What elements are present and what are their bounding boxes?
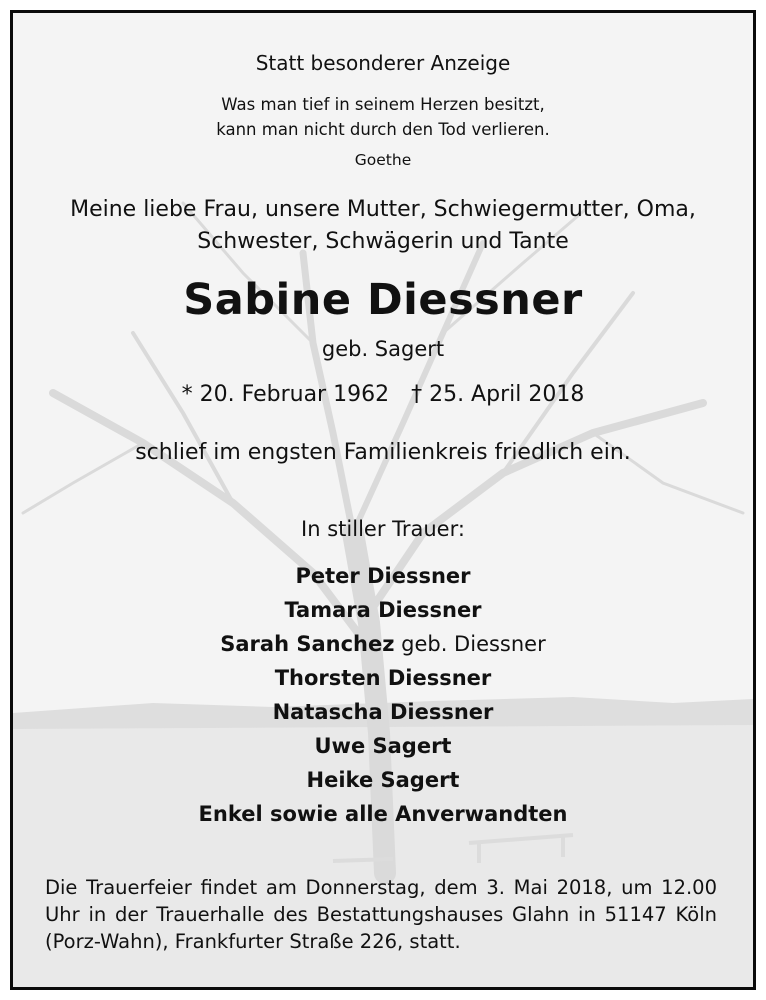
mourner-name: Sarah Sanchez: [220, 632, 395, 656]
mourner-item: [13, 729, 753, 763]
mourners-list: [13, 559, 753, 831]
passing-message: schlief im engsten Familienkreis friedlich ein.: [135, 440, 631, 465]
mourner-item: [13, 695, 753, 729]
mourners-label: In stiller Trauer:: [301, 517, 465, 541]
ceremony-details: Die Trauerfeier findet am Donnerstag, dem 3. Mai 2018, um 12.00 Uhr in der Trauerhalle des Bestattungshauses Glahn in 51147 Köln (Porz-Wahn), Frankfurter Straße 226, statt.: [45, 876, 717, 953]
deceased-name: Sabine Diessner: [183, 275, 583, 325]
quote-line-1: Was man tief in seinem Herzen besitzt,: [221, 95, 545, 114]
notice-header: Statt besonderer Anzeige: [255, 51, 511, 75]
mourner-name: Peter Diessner: [295, 564, 471, 588]
mourner-name: Uwe Sagert: [314, 734, 452, 758]
intro-line-1: Meine liebe Frau, unsere Mutter, Schwiegermutter, Oma,: [70, 197, 696, 222]
birth-name: geb. Sagert: [321, 337, 445, 361]
quote-line-2: kann man nicht durch den Tod verlieren.: [216, 120, 550, 139]
death-date: † 25. April 2018: [411, 382, 585, 407]
mourner-name: Enkel sowie alle Anverwandten: [198, 802, 568, 826]
intro-line-2: Schwester, Schwägerin und Tante: [197, 229, 569, 254]
mourner-item: [13, 627, 753, 661]
obituary-notice: [10, 10, 756, 990]
life-dates: [13, 382, 753, 407]
mourner-name: Natascha Diessner: [272, 700, 494, 724]
mourner-item: [13, 661, 753, 695]
quote-author: Goethe: [354, 151, 412, 169]
birth-date: * 20. Februar 1962: [181, 382, 390, 407]
mourner-item: [13, 763, 753, 797]
mourner-item: [13, 559, 753, 593]
mourner-item: [13, 593, 753, 627]
mourner-name: Tamara Diessner: [284, 598, 482, 622]
mourner-name: Heike Sagert: [306, 768, 460, 792]
mourner-birth-name: geb. Diessner: [394, 632, 546, 656]
notice-content: [13, 13, 753, 987]
mourner-item: [13, 797, 753, 831]
mourner-name: Thorsten Diessner: [274, 666, 492, 690]
